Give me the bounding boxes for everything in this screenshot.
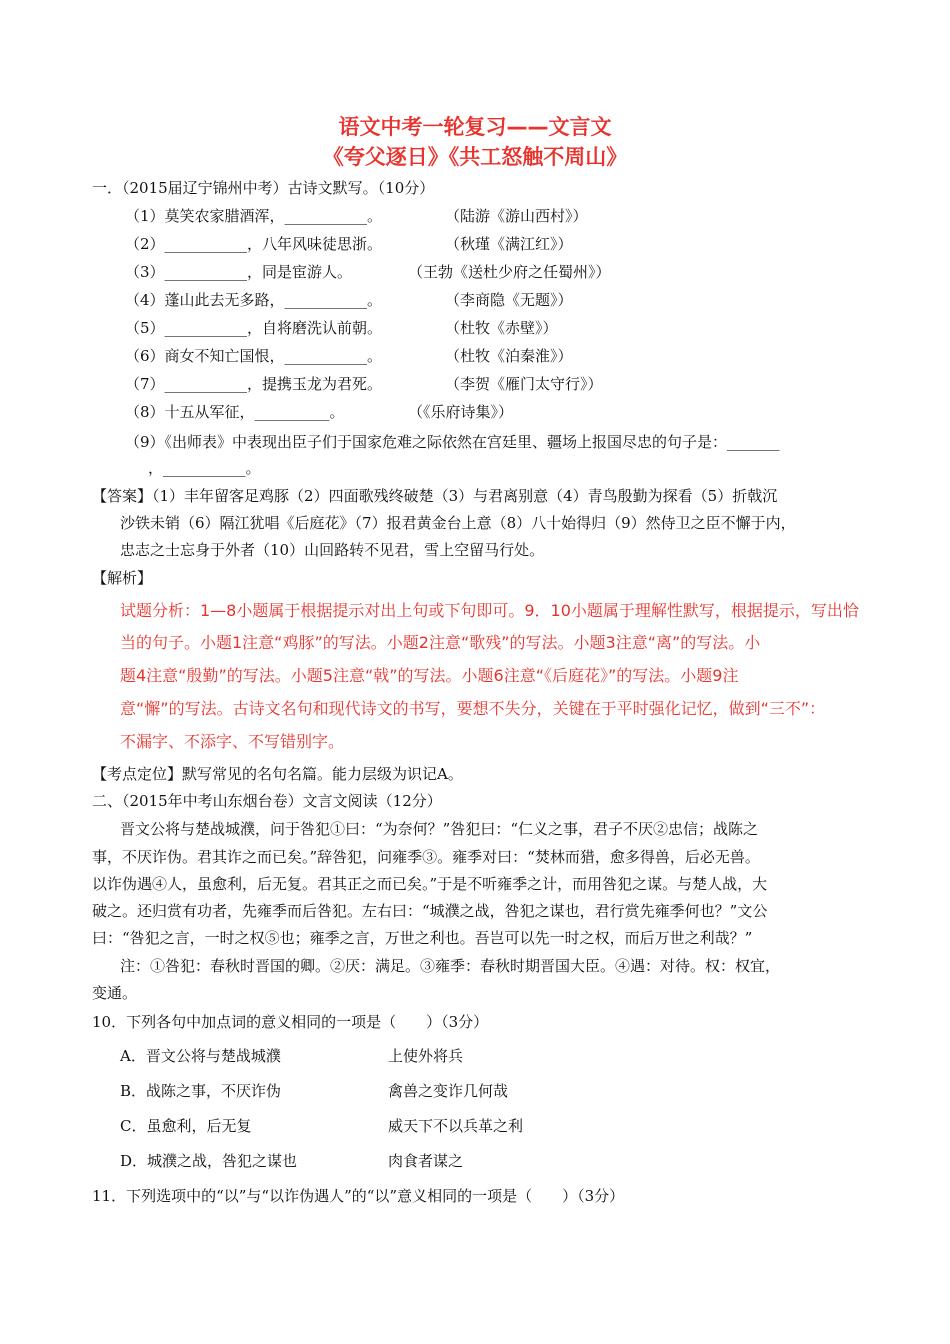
q2-notes-2: 变通。 [92,984,138,1002]
q10-option-b-compare: 禽兽之变诈几何哉 [388,1082,509,1100]
q10-option-b: B．战陈之事，不厌诈伪 [120,1082,282,1100]
q10-option-d: D．城濮之战，咎犯之谋也 [120,1152,298,1170]
answer-line-1: 【答案】（1）丰年留客足鸡豚（2）四面歌残终破楚（3）与君离别意（4）青鸟殷勤为探看（5）折戟沉 [92,487,778,505]
q1-item-5-source: （杜牧《赤壁》） [445,319,558,337]
q2-passage-3: 以诈伪遇④人，虽愈利，后无复。君其正之而已矣。”于是不听雍季之计，而用咎犯之谋。与楚人战，大 [92,875,768,893]
q1-item-4-source: （李商隐《无题》） [445,291,573,309]
answer-line-2: 沙铁未销（6）隔江犹唱《后庭花》（7）报君黄金台上意（8）八十始得归（9）然侍卫之臣不懈于内， [120,514,796,532]
page-subtitle: 《夸父逐日》《共工怒触不周山》 [322,145,628,169]
analysis-line-1: 试题分析：1—8小题属于根据提示对出上句或下句即可。9．10小题属于理解性默写，根据提示，写出恰 [120,601,859,620]
q1-item-2-source: （秋瑾《满江红》） [445,235,573,253]
q1-item-1: （1）莫笑农家腊酒浑，___________。 [125,207,383,225]
q10-stem: 10．下列各句中加点词的意义相同的一项是（ ）（3分） [92,1013,489,1031]
q1-item-2: （2）___________，八年风味徒思浙。 [125,235,383,253]
q1-item-3: （3）___________，同是宦游人。 [125,263,353,281]
analysis-label: 【解析】 [92,569,153,587]
analysis-line-3: 题4注意“殷勤”的写法。小题5注意“戟”的写法。小题6注意“《后庭花》”的写法。小题9注 [120,666,739,685]
q10-option-a: A．晋文公将与楚战城濮 [120,1047,281,1065]
kaodian: 【考点定位】默写常见的名句名篇。能力层级为识记A。 [92,765,463,783]
analysis-line-4: 意“懈”的写法。古诗文名句和现代诗文的书写，要想不失分，关键在于平时强化记忆，做到“三不”： [120,699,826,718]
q10-option-c-compare: 威天下不以兵革之利 [388,1117,524,1135]
q1-item-3-source: （王勃《送杜少府之任蜀州》） [408,263,611,281]
q1-item-6: （6）商女不知亡国恨，___________。 [125,347,383,365]
q10-option-d-compare: 肉食者谋之 [388,1152,464,1170]
answer-line-3: 忠志之士忘身于外者（10）山回路转不见君，雪上空留马行处。 [120,541,545,559]
q1-item-9-cont: ，___________。 [148,459,261,477]
q1-header: 一．（2015届辽宁锦州中考）古诗文默写。（10分） [92,179,435,197]
analysis-line-2: 当的句子。小题1注意“鸡豚”的写法。小题2注意“歌残”的写法。小题3注意“离”的写法。小 [120,633,761,652]
q1-item-6-source: （杜牧《泊秦淮》） [445,347,573,365]
q1-item-8: （8）十五从军征，__________。 [125,403,345,421]
page-title: 语文中考一轮复习——文言文 [338,115,612,139]
q10-option-c: C．虽愈利，后无复 [120,1117,252,1135]
q2-notes-1: 注：①咎犯：春秋时晋国的卿。②厌：满足。③雍季：春秋时期晋国大臣。④遇：对待。权：权宜， [120,957,781,975]
q2-passage-1: 晋文公将与楚战城濮，问于咎犯①曰：“为奈何？”咎犯曰：“仁义之事，君子不厌②忠信；战陈之 [120,820,759,838]
q11-stem: 11．下列选项中的“以”与“以诈伪遇人”的“以”意义相同的一项是（ ）（3分） [92,1187,625,1205]
q1-item-5: （5）___________，自将磨洗认前朝。 [125,319,383,337]
q2-passage-4: 破之。还归赏有功者，先雍季而后咎犯。左右曰：“城濮之战，咎犯之谋也，君行赏先雍季何也？”文公 [92,902,768,920]
q2-passage-2: 事，不厌诈伪。君其诈之而已矣。”辞咎犯，问雍季③。雍季对曰：“焚林而猎，愈多得兽，后必无兽。 [92,848,760,866]
q1-item-7: （7）___________，提携玉龙为君死。 [125,375,383,393]
q2-header: 二、（2015年中考山东烟台卷）文言文阅读（12分） [92,792,442,810]
q1-item-4: （4）蓬山此去无多路，___________。 [125,291,383,309]
q1-item-7-source: （李贺《雁门太守行》） [445,375,603,393]
q1-item-8-source: （《乐府诗集》） [408,403,514,421]
q10-option-a-compare: 上使外将兵 [388,1047,464,1065]
q1-item-9: （9）《出师表》中表现出臣子们于国家危难之际依然在宫廷里、疆场上报国尽忠的句子是：_______ [125,433,780,451]
q2-passage-5: 曰：“咎犯之言，一时之权⑤也；雍季之言，万世之利也。吾岂可以先一时之权，而后万世之利哉？” [92,929,753,947]
analysis-line-5: 不漏字、不添字、不写错别字。 [120,732,345,751]
q1-item-1-source: （陆游《游山西村》） [445,207,588,225]
